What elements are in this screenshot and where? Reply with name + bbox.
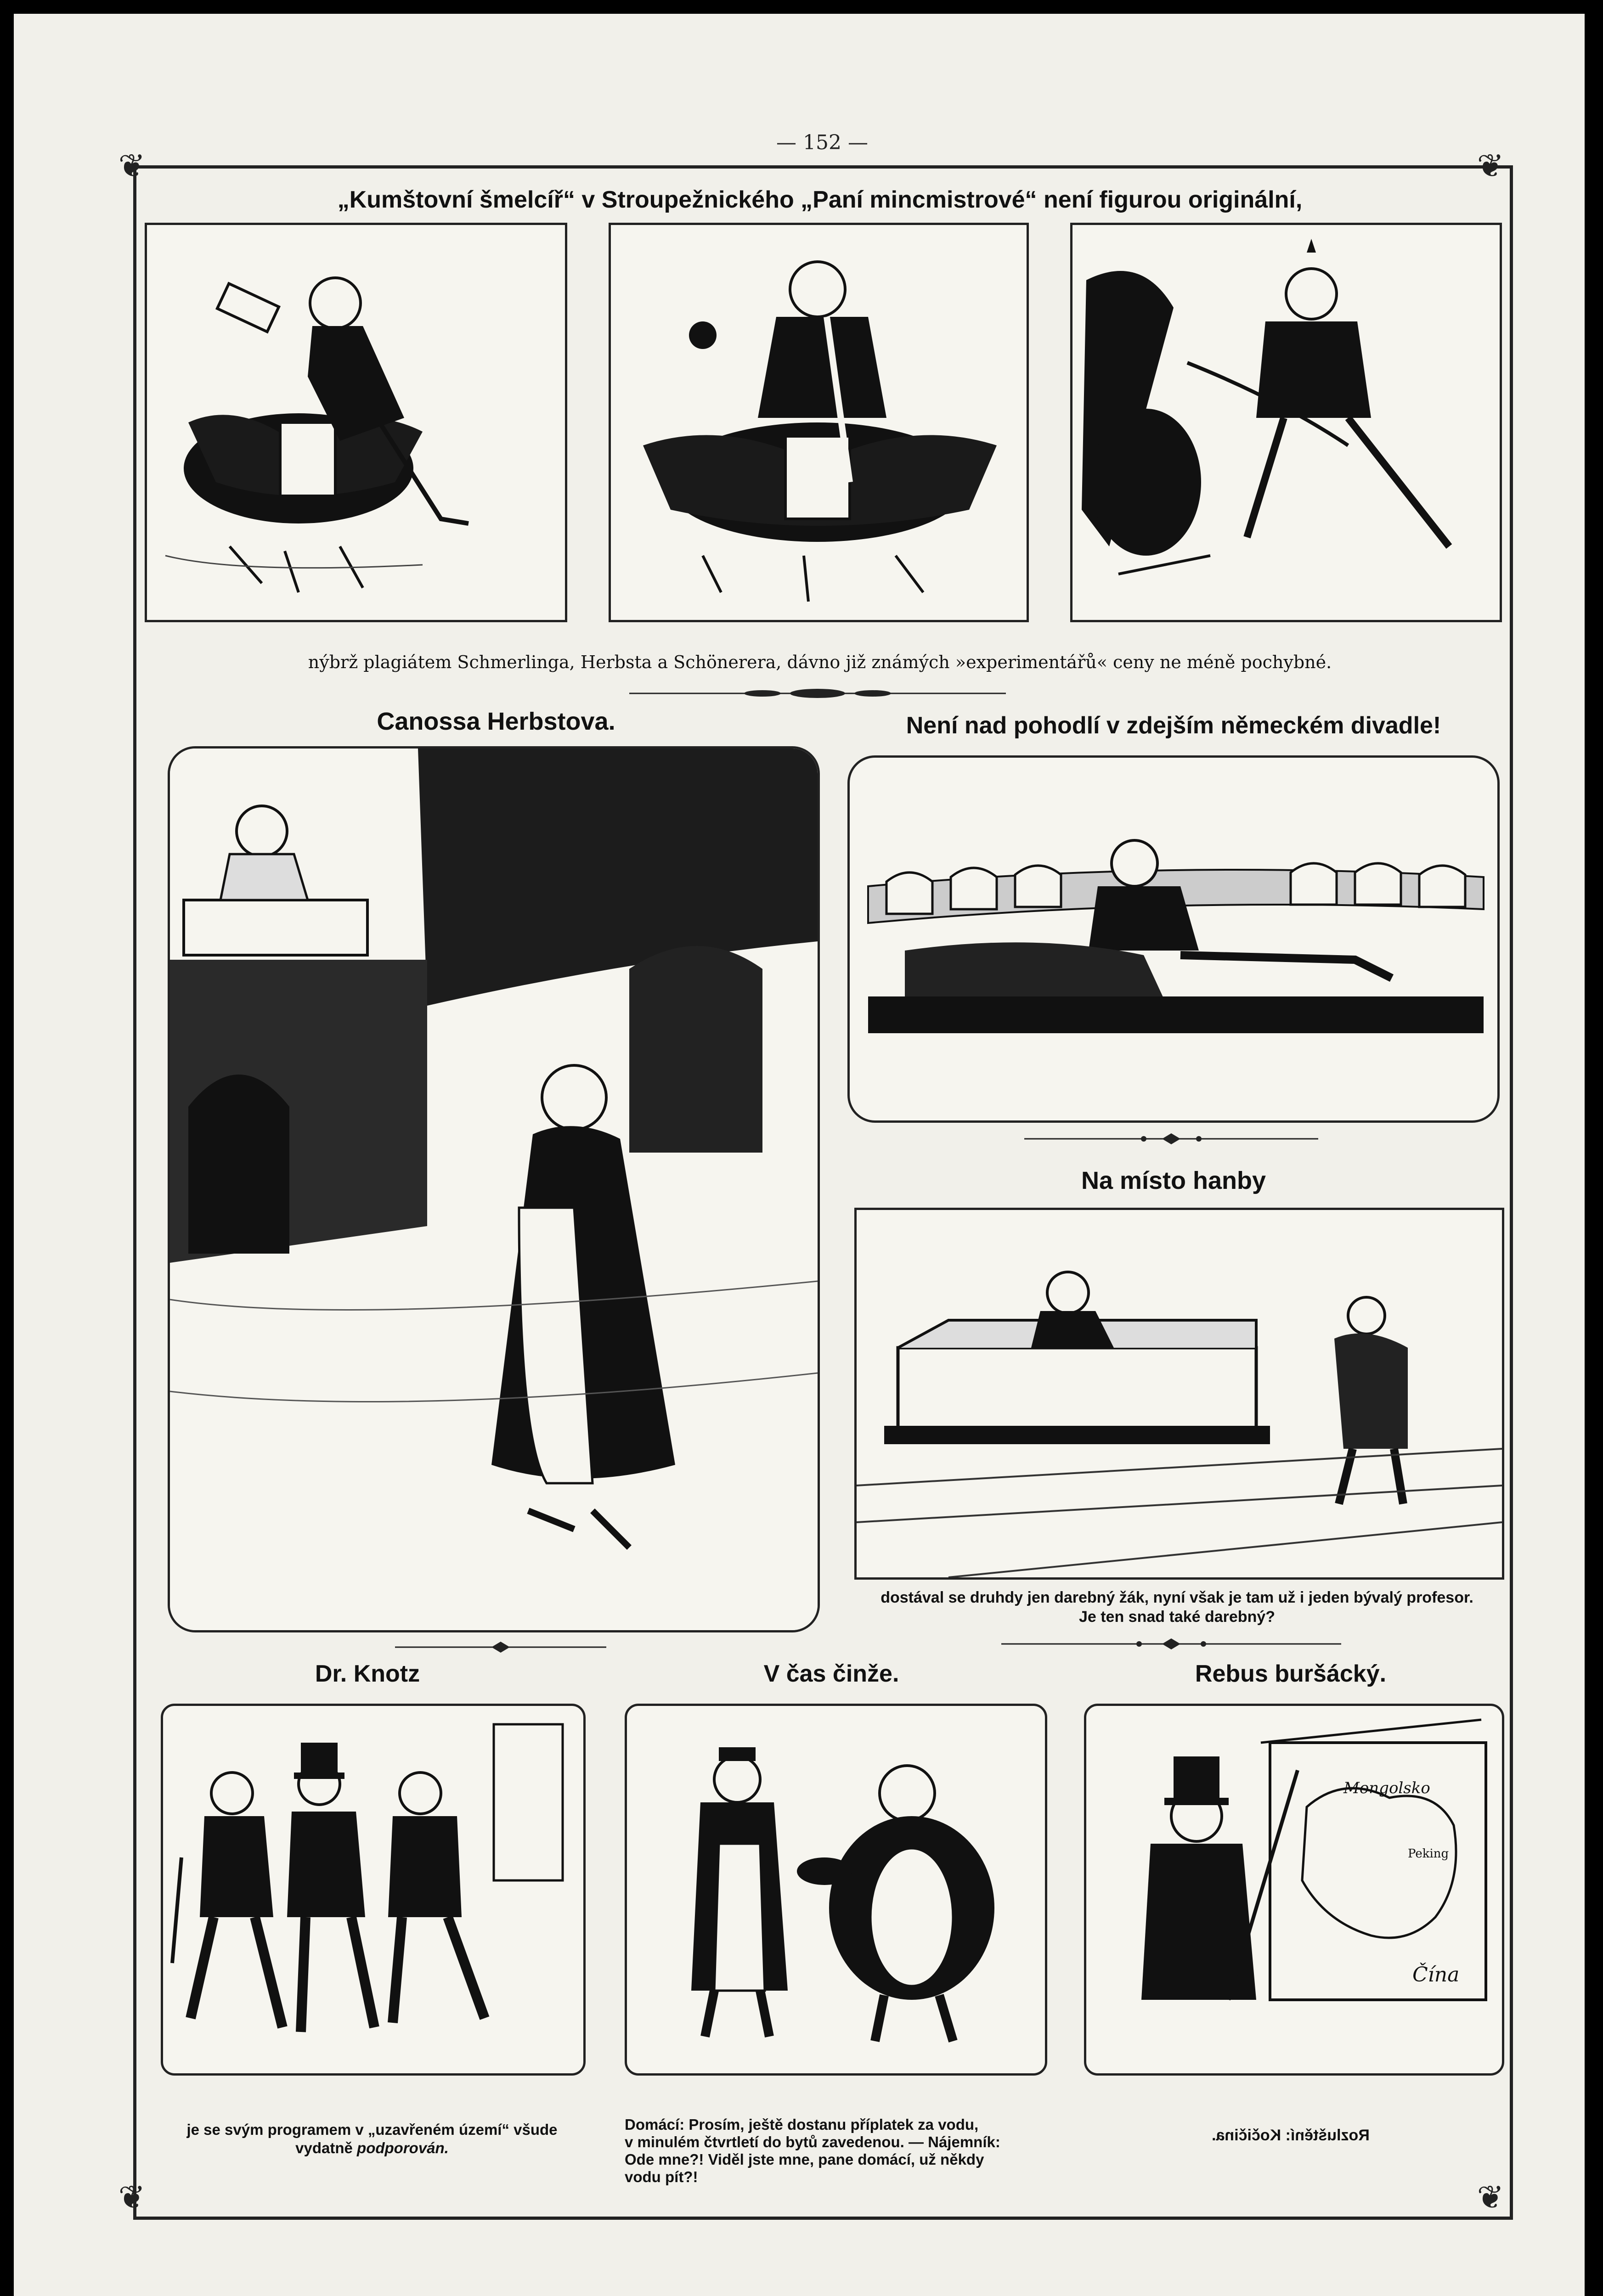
rent-caption-landlord-label: Domácí: [625,2116,685,2133]
eagle-panel-2 [609,223,1029,622]
rent-caption [625,2116,1047,2186]
shame-caption [854,1588,1500,1626]
knotz-caption [165,2121,579,2157]
top-strip-title: „Kumštovní šmelcíř“ v Stroupežnického „Paní mincmistrové“ není figurou originální, [337,186,1303,213]
knotz-title: Dr. Knotz [315,1660,420,1687]
rebus-panel [1084,1704,1504,2076]
eagle-panel-1 [145,223,567,622]
rent-caption-line2 [625,2133,1047,2151]
ornament-divider-icon [1001,1637,1341,1651]
rent-title: V čas činže. [763,1660,899,1687]
canossa-title: Canossa Herbstova. [377,708,615,735]
paper-sheet [14,14,1585,2296]
knotz-caption-italic: podporován. [357,2139,449,2156]
ornament-corner-icon: ❦ [118,147,146,185]
shame-title: Na místo hanby [1081,1167,1266,1194]
top-strip-caption: nýbrž plagiátem Schmerlinga, Herbsta a Schönerera, dávno již známých »experimentářů« ceny ne méně pochybné. [308,652,1332,672]
map-label-china: Čína [1412,1963,1460,1986]
ornament-corner-icon: ❦ [1477,147,1504,185]
ornament-corner-icon: ❦ [118,2178,146,2216]
knotz-panel [161,1704,586,2076]
shame-panel [854,1208,1504,1580]
rent-caption-line1 [625,2116,1047,2133]
rent-panel [625,1704,1047,2076]
shame-caption-line2: Je ten snad také darebný? [1078,1608,1276,1626]
canossa-panel [168,746,820,1632]
theatre-panel [847,755,1500,1123]
rebus-title: Rebus buršácký. [1195,1660,1387,1687]
rent-caption-text2: v minulém čtvrtletí do bytů zavedenou. — [625,2133,924,2150]
map-label-peking: Peking [1408,1847,1449,1861]
ornament-divider-icon [395,1640,606,1654]
rent-caption-line3: Ode mne?! Viděl jste mne, pane domácí, už někdy [625,2151,984,2168]
rent-caption-tenant-label: Nájemník: [928,2133,1000,2150]
shame-caption-line1: dostával se druhdy jen darebný žák, nyní však je tam už i jeden bývalý profesor. [881,1589,1473,1606]
ornament-divider-icon [629,687,1006,700]
map-label-mongolia: Mongolsko [1343,1779,1430,1797]
ornament-corner-icon: ❦ [1477,2178,1504,2216]
ornament-divider-icon [1024,1132,1318,1146]
eagle-panel-3 [1070,223,1502,622]
rent-caption-text1: Prosím, ještě dostanu příplatek za vodu, [684,2116,979,2133]
theatre-title: Není nad pohodlí v zdejším německém divadle! [906,712,1441,739]
rent-caption-line4: vodu pít?! [625,2168,698,2185]
knotz-caption-line1: je se svým programem v „uzavřeném území“ všude [186,2121,558,2138]
rebus-caption-wrap [1084,2125,1497,2145]
knotz-caption-line2 [165,2139,579,2157]
page-number: — 152 — [776,131,868,154]
rebus-caption: Rozluštění: Kočičina. [1212,2127,1370,2144]
knotz-caption-prefix: vydatně [295,2139,353,2156]
